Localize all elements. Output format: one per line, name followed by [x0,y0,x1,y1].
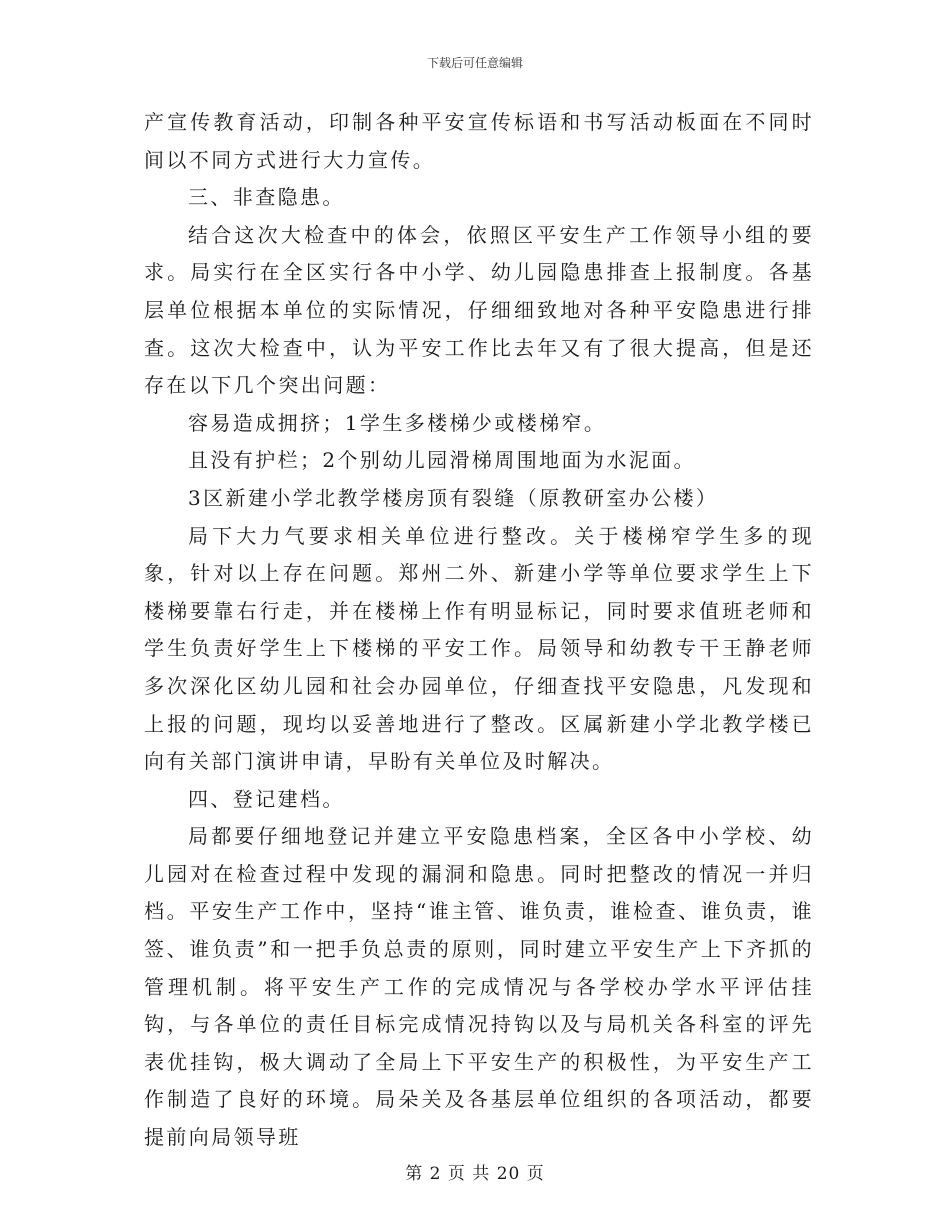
section-heading-3: 三、非查隐患。 [188,185,345,210]
document-body [144,104,814,1157]
list-item-2: 且没有护栏；2个别幼儿园滑梯周围地面为水泥面。 [188,448,696,473]
page-header: 下载后可任意编辑 [426,56,523,70]
list-item-1: 容易造成拥挤；1学生多楼梯少或楼梯窄。 [188,410,607,435]
paragraph-7: 局下大力气要求相关单位进行整改。关于楼梯窄学生多的现象，针对以上存在问题。郑州二外、新建小学等单位要求学生上下楼梯要靠右行走，并在楼梯上作有明显标记，同时要求值班老师和学生负责好学生上下楼梯的平安工作。局领导和幼教专干王静老师多次深化区幼儿园和社会办园单位，仔细查找平安隐患，凡发现和上报的问题，现均以妥善地进行了整改。区属新建小学北教学楼已向有关部门演讲申请，早盼有关单位及时解决。 [144,523,814,774]
section-heading-4: 四、登记建档。 [188,786,345,811]
paragraph-1: 产宣传教育活动，印制各种平安宣传标语和书写活动板面在不同时间以不同方式进行大力宣传。 [144,110,814,172]
list-item-3: 3区新建小学北教学楼房顶有裂缝（原教研室办公楼） [188,485,719,510]
paragraph-9: 局都要仔细地登记并建立平安隐患档案，全区各中小学校、幼儿园对在检查过程中发现的漏洞和隐患。同时把整改的情况一并归档。平安生产工作中，坚持“谁主管、谁负责，谁检查、谁负责，谁签、谁负责”和一把手负总责的原则，同时建立平安生产上下齐抓的管理机制。将平安生产工作的完成情况与各学校办学水平评估挂钩，与各单位的责任目标完成情况持钩以及与局机关各科室的评先表优挂钩，极大调动了全局上下平安生产的积极性，为平安生产工作制造了良好的环境。局朵关及各基层单位组织的各项活动，都要提前向局领导班 [144,824,814,1150]
page-footer: 第 2 页 共 20 页 [405,1164,545,1184]
paragraph-3: 结合这次大检查中的体会，依照区平安生产工作领导小组的要求。局实行在全区实行各中小学、幼儿园隐患排查上报制度。各基层单位根据本单位的实际情况，仔细细致地对各种平安隐患进行排查。这次大检查中，认为平安工作比去年又有了很大提高，但是还存在以下几个突出问题： [144,222,814,398]
